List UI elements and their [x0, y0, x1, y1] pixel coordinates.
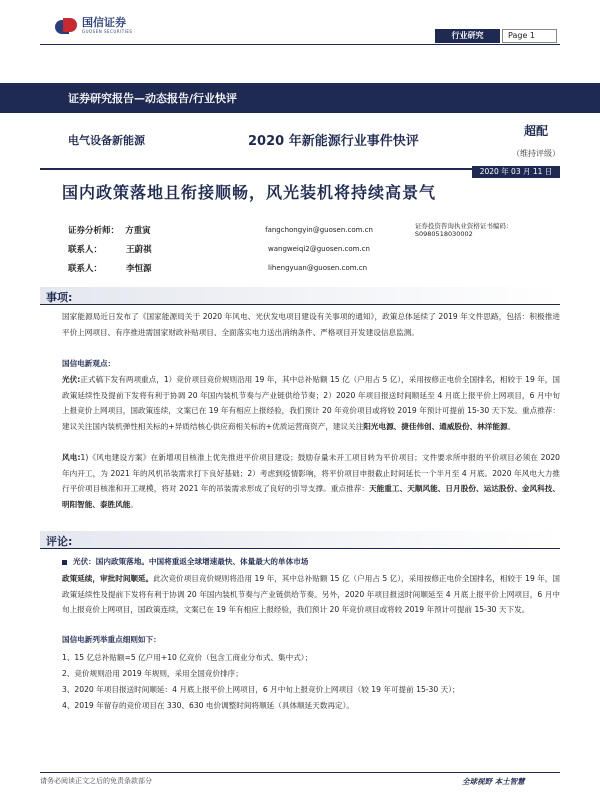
logo-name-en: GUOSEN SECURITIES: [82, 29, 133, 34]
company-logo: [55, 14, 145, 38]
list-item: 3、2020 年项目报送时间顺延：4 月底上报平价上网项目，6 月中旬上报竞价上网项目（较 19 年可提前 15-30 天）；: [62, 685, 460, 694]
list-item: 4、2019 年留存的竞价项目在 330、630 电价调整时间将顺延（具体顺延天数再定）。: [62, 701, 354, 710]
analyst-email[interactable]: lihengyuan@guosen.com.cn: [268, 263, 368, 272]
analyst-row: 联系人： 李恒源 lihengyuan@guosen.com.cn: [68, 258, 568, 277]
events-intro: 国家能源局近日发布了《国家能源局关于 2020 年风电、光伏发电项目建设有关事项的通知》，政策总体延续了 2019 年文件思路，包括：积极推进平价上网项目、有序推进需国家财政补贴项目、全面落实电力送出消纳条件、严格项目开发建设信息监测。: [62, 312, 560, 337]
rating-note: （维持评级）: [512, 149, 560, 158]
analyst-row: 证券分析师： 方重寅 fangchongyin@guosen.com.cn 证券投资咨询执业资格证书编码：S0980518030002: [68, 222, 513, 238]
analyst-email[interactable]: fangchongyin@guosen.com.cn: [265, 225, 373, 234]
logo-icon: [55, 16, 77, 36]
headline: 国内政策落地且衔接顺畅，风光装机将持续高景气: [62, 183, 437, 202]
bullet-icon: [62, 560, 67, 565]
report-type-text: 证券研究报告—动态报告/行业快评: [68, 92, 238, 105]
rating: 超配: [524, 124, 549, 138]
policy-paragraph: 政策延续，审批时间顺延。此次竞价项目竞价规则将沿用 19 年，其中总补贴额 15 亿（户用占 5 亿），采用按修正电价全国排名，相较于 19 年，国政策延续性及提前下发将有利于协调 20 年国内装机节奏与产业链供给节奏。另外，2020 年项目报送时间顺延至 4 月底上报平价上网项目，6 月中旬上报竞价上网项目，国政策连续，文案已在 19 年有相应上报经验，我们预计 20 年竞价项目或将较 2019 年预计可提前 15-30 天下发。: [62, 574, 561, 615]
list-item: 1、15 亿总补贴额=5 亿户用+10 亿竞价（包含工商业分布式、集中式）；: [62, 653, 313, 662]
comment-heading: 评论:: [40, 531, 560, 549]
list-title: 国信电新列举重点细则如下：: [62, 635, 161, 644]
logo-name: 国信证券: [82, 16, 126, 29]
wind-view: 风电:1)《风电建设方案》在新增项目核准上优先推进平价项目建设；鼓励存量未开工项目转为平价项目；文件要求所申报的平价项目必须在 2020 年内开工，为 2021 年的风机吊装需求打下良好基础；2）考虑到疫情影响，将平价项目申报截止时间延长一个半月至 4 月底。2020 年风电大力推行平价项目核准和开工规模，将对 2021 年的吊装需求形成了良好的引导支撑。重点推荐：天能重工、天顺风能、日月股份、运达股份、金风科技、明阳智能、泰胜风能。: [62, 453, 560, 509]
doc-type-tag: 行业研究: [435, 29, 500, 43]
sector-label: 电气设备新能源: [68, 134, 145, 147]
analyst-email[interactable]: wangweiqi2@guosen.com.cn: [268, 244, 370, 253]
footer-divider: [40, 772, 560, 773]
header-divider: [40, 44, 560, 45]
report-date: 2020 年 03 月 11 日: [472, 166, 560, 178]
footer-slogan: 全球视野 本土智慧: [462, 777, 525, 786]
page-indicator: Page 1: [502, 29, 557, 43]
comment-bullet: 光伏：国内政策落地。中国将重返全球增速最快、体量最大的单体市场: [62, 554, 560, 570]
report-title: 2020 年新能源行业事件快评: [248, 134, 419, 149]
analyst-row: 联系人： 王蔚祺 wangweiqi2@guosen.com.cn: [68, 239, 568, 258]
disclaimer-note: 请务必阅读正文之后的免责条款部分: [40, 777, 152, 785]
events-heading: 事项:: [40, 287, 560, 305]
pv-view: 光伏:正式稿下发有两项重点，1）竞价项目竞价规则沿用 19 年，其中总补贴额 15 亿（户用占 5 亿），采用按修正电价全国排名，相较于 19 年，国政策延续性及提前下发将有利于协调 20 年国内装机节奏与产业链供给节奏；2）2020 年项目报送时间顺延至 4 月底上报平价上网项目，6 月中旬上报竞价上网项目，国政策连续，文案已在 19 年有相应上报经验，我们预计 20 年竞价项目或将较 2019 年预计可提前 15-30 天下发。重点推荐：建议关注国内装机弹性相关标的+异质结核心供应商相关标的+优质运营商资产，建议关注阳光电源、捷佳伟创、通威股份、林洋能源。: [62, 375, 561, 431]
view-label: 国信电新观点：: [62, 359, 116, 368]
analyst-list: [68, 220, 568, 277]
list-item: 2、竞价规则沿用 2019 年规则，采用全国竞价排序；: [62, 669, 243, 678]
